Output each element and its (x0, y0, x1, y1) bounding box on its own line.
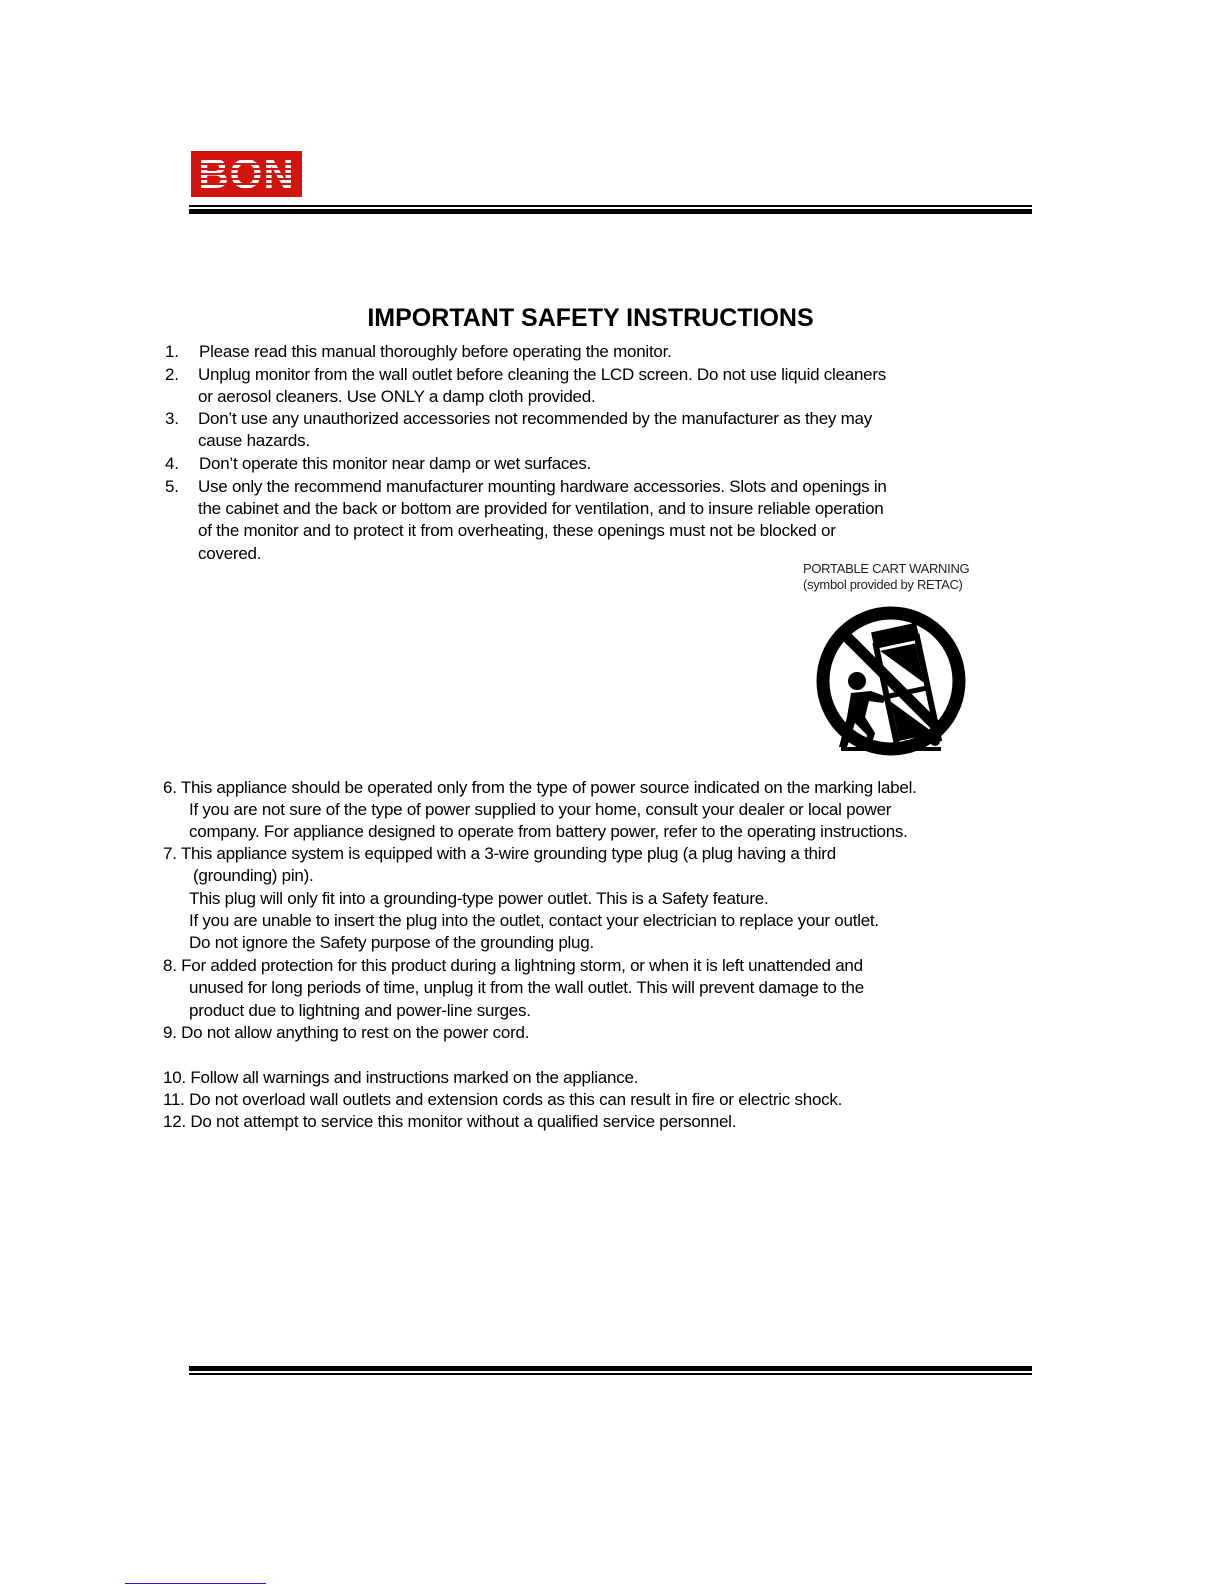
cart-warning-credit: (symbol provided by RETAC) (803, 577, 963, 592)
item-text: 9. Do not allow anything to rest on the power cord. (163, 1023, 530, 1042)
item-text: 8. For added protection for this product during a lightning storm, or when it is left unattended and (163, 956, 863, 975)
item-text: unused for long periods of time, unplug it from the wall outlet. This will prevent damage to the (189, 978, 864, 997)
portable-cart-warning-icon (813, 605, 969, 759)
item-text: covered. (198, 544, 262, 563)
item-text: or aerosol cleaners. Use ONLY a damp cloth provided. (198, 387, 596, 406)
header-rule-thin (189, 205, 1032, 207)
header-rule-thick (189, 209, 1032, 214)
item-text: If you are not sure of the type of power supplied to your home, consult your dealer or local power (189, 800, 892, 819)
item-text: Don’t operate this monitor near damp or wet surfaces. (199, 454, 592, 473)
item-text: 7. This appliance system is equipped with a 3-wire grounding type plug (a plug having a third (163, 844, 836, 863)
item-text: Please read this manual thoroughly before operating the monitor. (199, 342, 672, 361)
item-number: 3. (165, 409, 179, 428)
item-text: product due to lightning and power-line surges. (189, 1001, 531, 1020)
item-text: Do not ignore the Safety purpose of the grounding plug. (189, 933, 594, 952)
item-text: company. For appliance designed to operate from battery power, refer to the operating instructions. (189, 822, 908, 841)
footer-link-underline[interactable] (125, 1583, 266, 1584)
item-text: Unplug monitor from the wall outlet before cleaning the LCD screen. Do not use liquid cleaners (198, 365, 887, 384)
item-text: the cabinet and the back or bottom are provided for ventilation, and to insure reliable operation (198, 499, 884, 518)
item-text: 12. Do not attempt to service this monitor without a qualified service personnel. (163, 1112, 737, 1131)
item-text: Don’t use any unauthorized accessories not recommended by the manufacturer as they may (198, 409, 872, 428)
item-text: (grounding) pin). (193, 866, 314, 885)
item-text: 11. Do not overload wall outlets and extension cords as this can result in fire or electric shock. (163, 1090, 843, 1109)
item-text: Use only the recommend manufacturer mounting hardware accessories. Slots and openings in (198, 477, 887, 496)
item-text: This plug will only fit into a grounding-type power outlet. This is a Safety feature. (189, 889, 769, 908)
item-number: 4. (165, 454, 179, 473)
item-number: 2. (165, 365, 179, 384)
cart-warning-caption: PORTABLE CART WARNING (803, 561, 970, 576)
item-number: 5. (165, 477, 179, 496)
page-title: IMPORTANT SAFETY INSTRUCTIONS (367, 304, 814, 332)
item-text: 6. This appliance should be operated only from the type of power source indicated on the marking label. (163, 778, 917, 797)
item-number: 1. (165, 342, 179, 361)
item-text: If you are unable to insert the plug into the outlet, contact your electrician to replace your outlet. (189, 911, 879, 930)
bon-logo: BON (191, 151, 302, 197)
item-text: 10. Follow all warnings and instructions marked on the appliance. (163, 1068, 639, 1087)
footer-rule-thick (189, 1366, 1032, 1371)
footer-rule-thin (189, 1373, 1032, 1375)
item-text: cause hazards. (198, 431, 310, 450)
item-text: of the monitor and to protect it from overheating, these openings must not be blocked or (198, 521, 836, 540)
